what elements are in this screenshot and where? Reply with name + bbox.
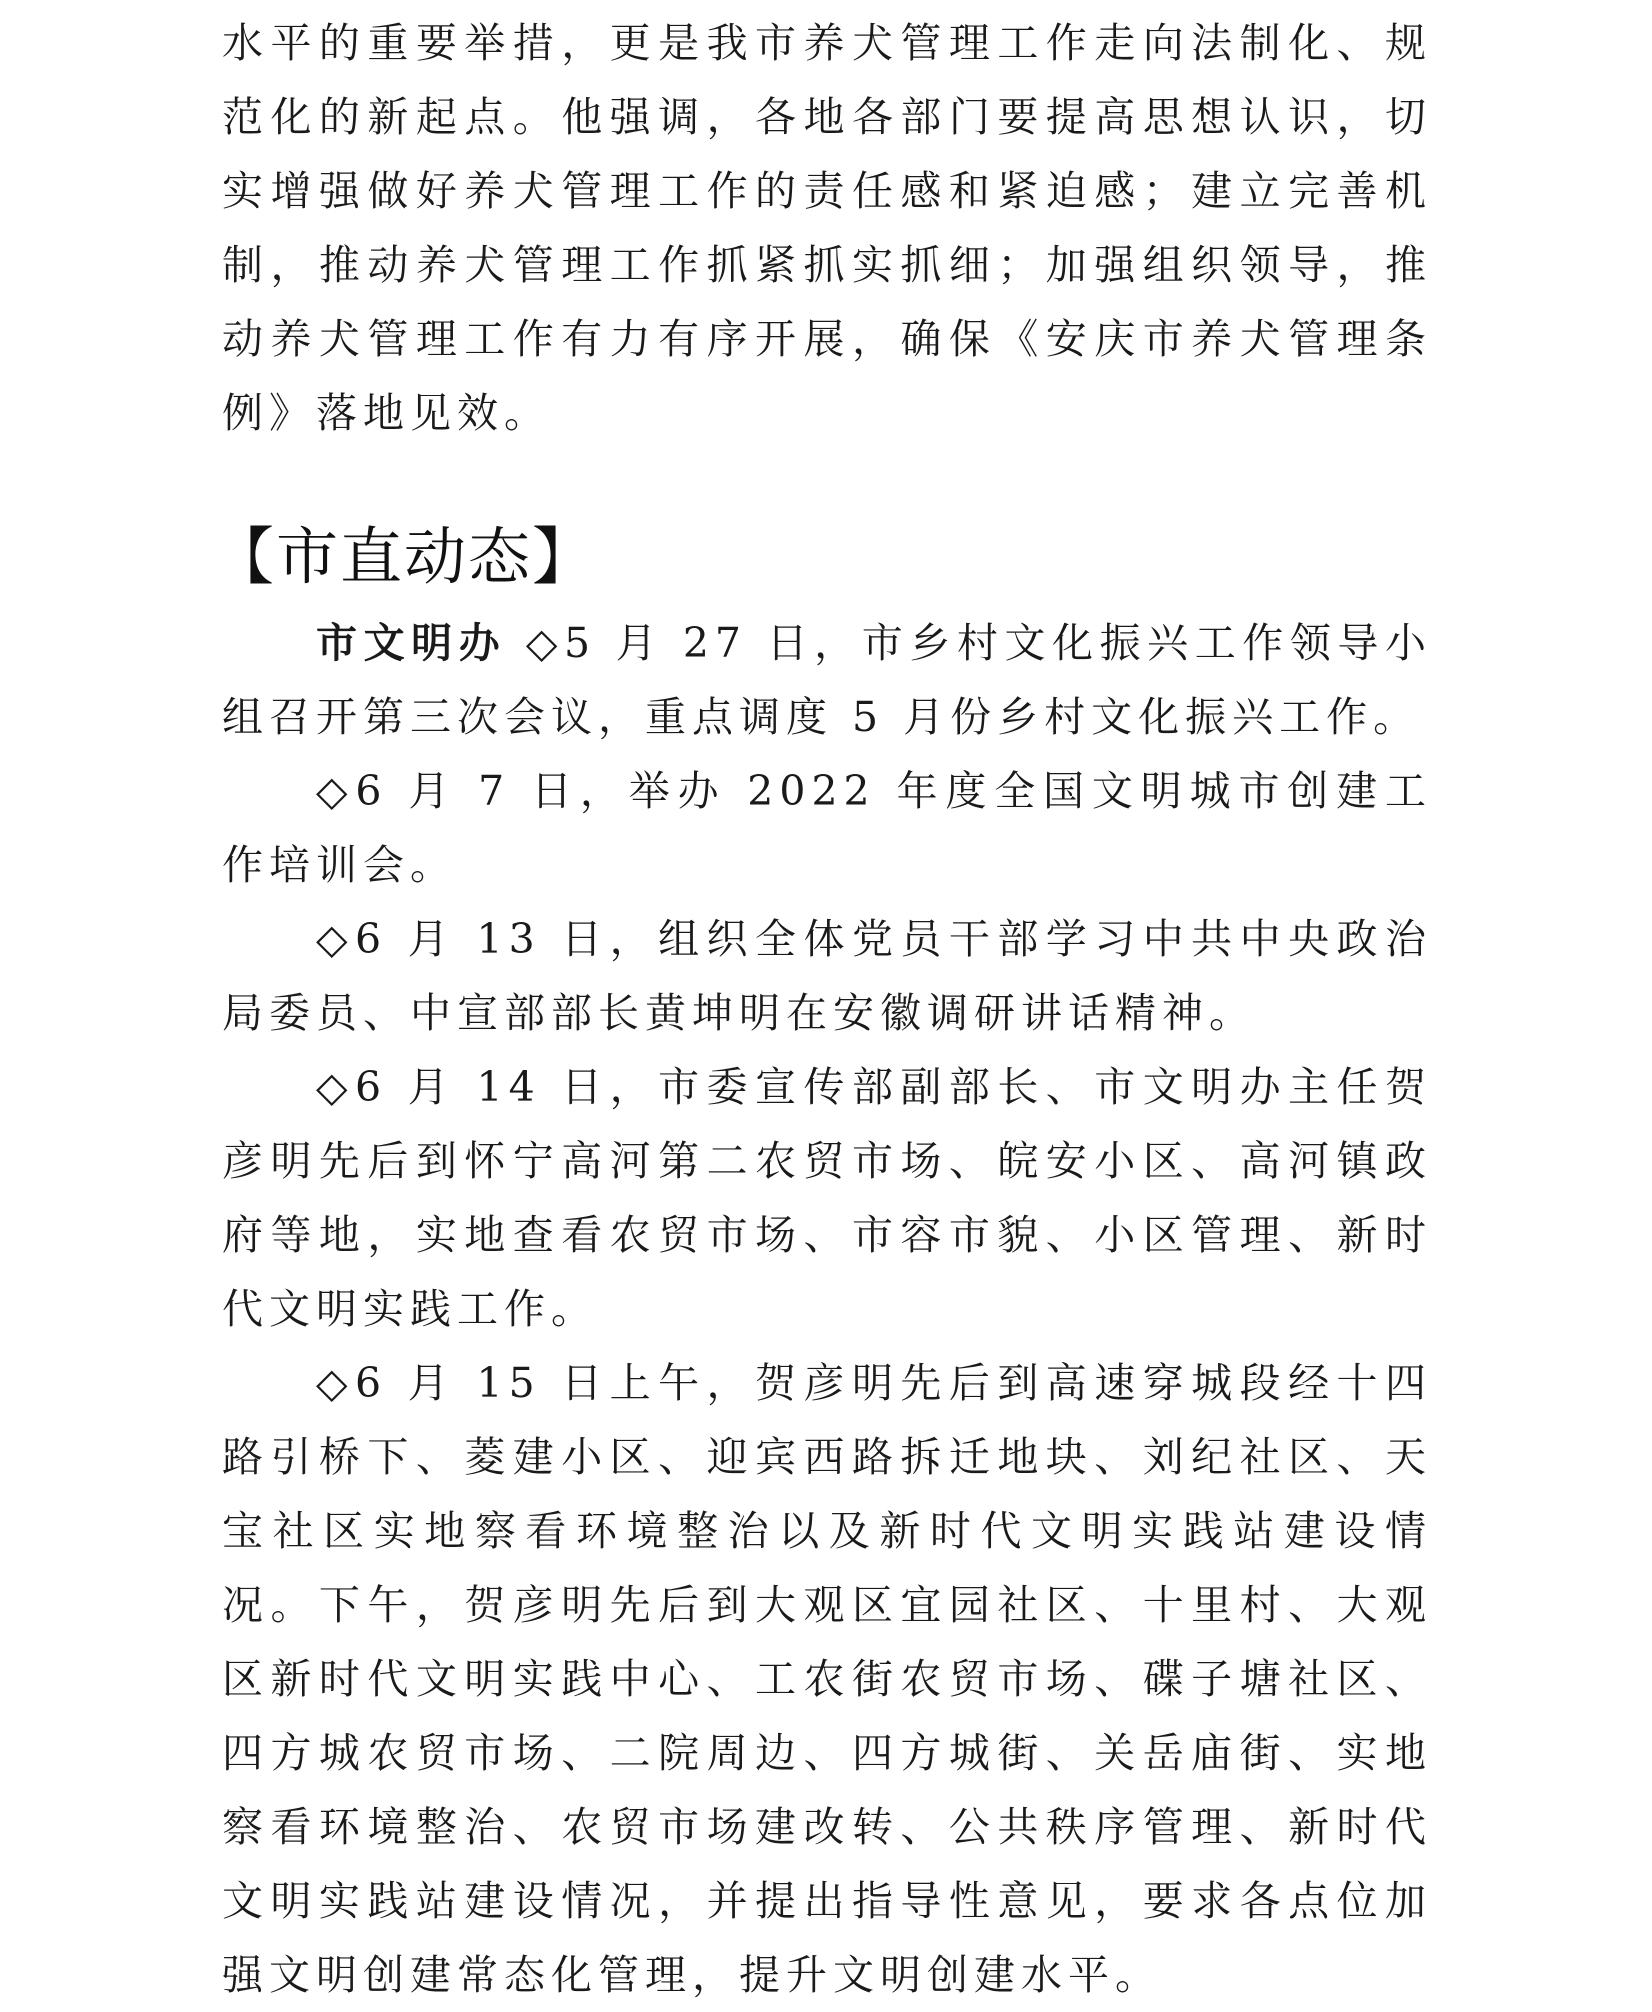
news-item-4: ◇6 月 14 日，市委宣传部副部长、市文明办主任贺彦明先后到怀宁高河第二农贸市场、皖安小区、高河镇政府等地，实地查看农贸市场、市容市貌、小区管理、新时代文明实践工作。: [222, 1063, 1432, 1333]
news-item-5: ◇6 月 15 日上午，贺彦明先后到高速穿城段经十四路引桥下、菱建小区、迎宾西路拆迁地块、刘纪社区、天宝社区实地察看环境整治以及新时代文明实践站建设情况。下午，贺彦明先后到大观区宜园社区、十里村、大观区新时代文明实践中心、工农街农贸市场、碟子塘社区、四方城农贸市场、二院周边、四方城街、关岳庙街、实地察看环境整治、农贸市场建改转、公共秩序管理、新时代文明实践站建设情况，并提出指导性意见，要求各点位加强文明创建常态化管理，提升文明创建水平。: [222, 1359, 1432, 1999]
unit-name: 市文明办: [316, 619, 507, 667]
intro-paragraph: 水平的重要举措，更是我市养犬管理工作走向法制化、规范化的新起点。他强调，各地各部门要提高思想认识，切实增强做好养犬管理工作的责任感和紧迫感；建立完善机制，推动养犬管理工作抓紧抓实抓细；加强组织领导，推动养犬管理工作有力有序开展，确保《安庆市养犬管理条例》落地见效。: [222, 19, 1432, 437]
news-item-text: ◇5 月 27 日，市乡村文化振兴工作领导小组召开第三次会议，重点调度 5 月份乡村文化振兴工作。: [222, 619, 1432, 741]
news-item-2: ◇6 月 7 日，举办 2022 年度全国文明城市创建工作培训会。: [222, 767, 1432, 889]
news-item-3: ◇6 月 13 日，组织全体党员干部学习中共中央政治局委员、中宣部部长黄坤明在安徽调研讲话精神。: [222, 915, 1432, 1037]
section-body: [222, 606, 1432, 2012]
section-title: 【市直动态】: [212, 520, 597, 593]
news-item-1: [222, 606, 1432, 754]
